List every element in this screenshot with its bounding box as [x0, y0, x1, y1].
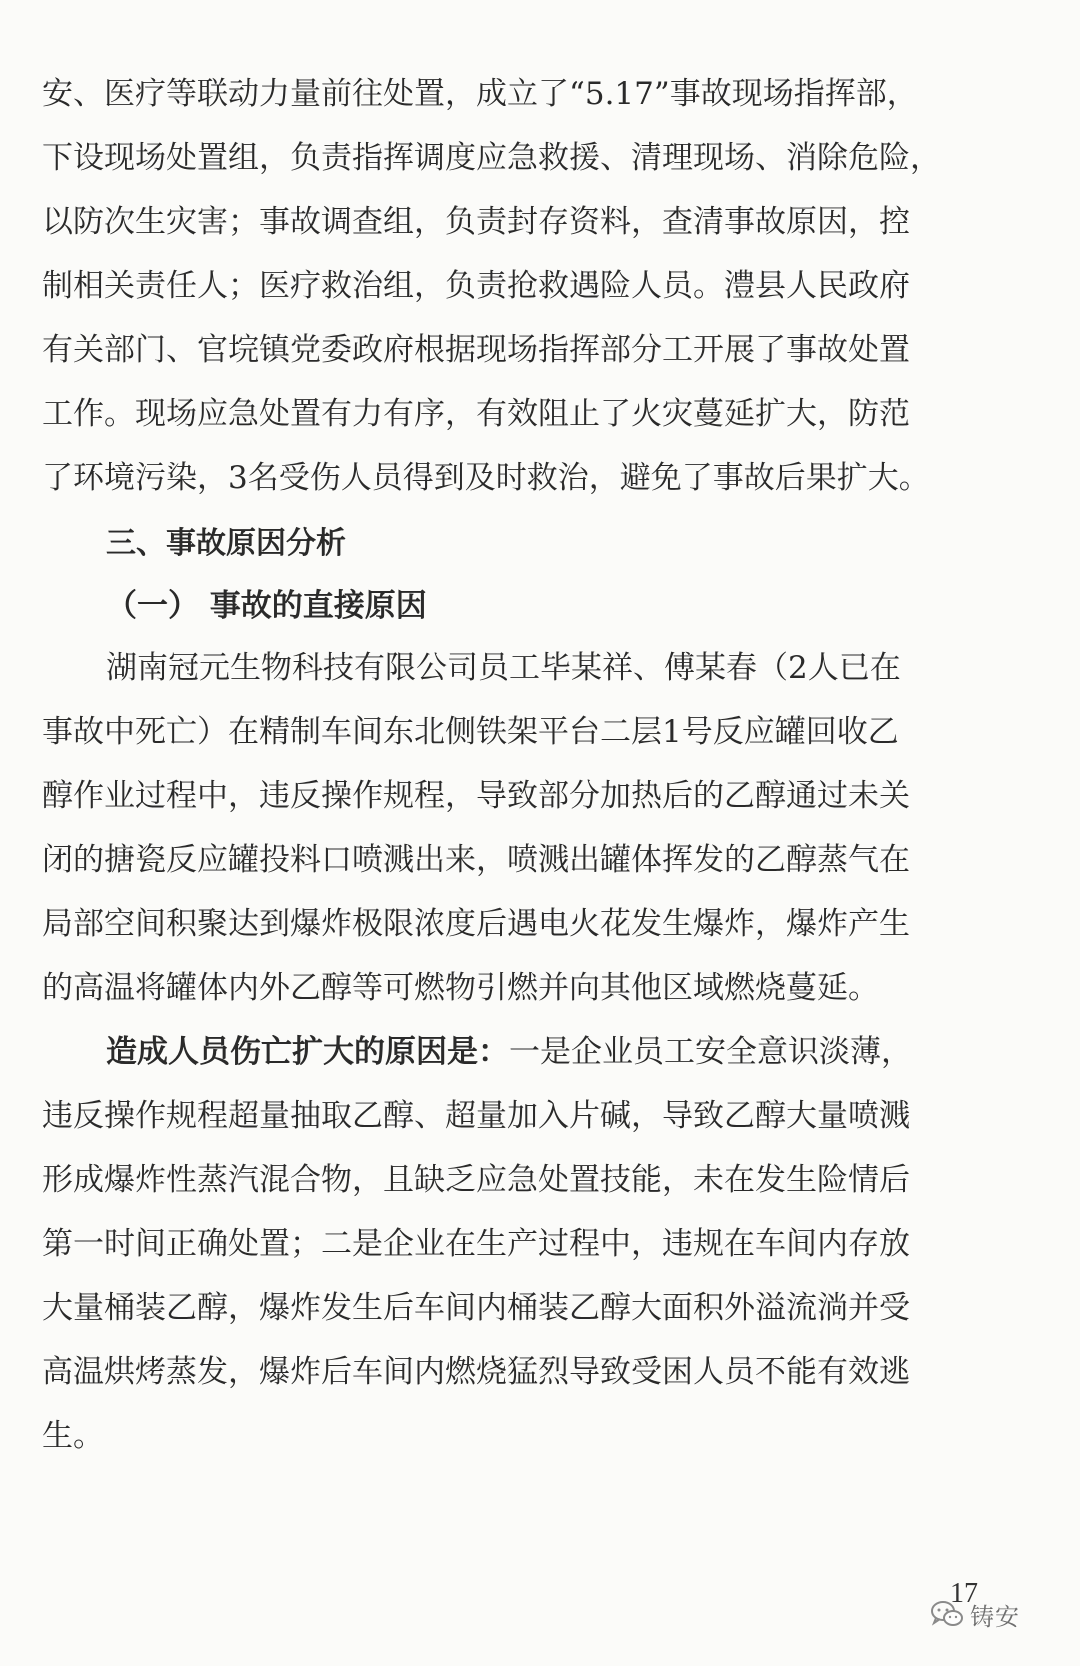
line-text: 事故中死亡）在精制车间东北侧铁架平台二层1号反应罐回收乙 [42, 714, 899, 750]
wechat-icon [930, 1599, 964, 1629]
line-text-group [106, 1020, 912, 1084]
paragraph-line [0, 382, 1080, 446]
paragraph-line [0, 318, 1080, 382]
page-number: 17 [950, 1578, 978, 1609]
line-text: 安、医疗等联动力量前往处置，成立了“5.17”事故现场指挥部， [42, 76, 918, 112]
watermark [930, 1594, 1020, 1634]
line-text: 的高温将罐体内外乙醇等可燃物引燃并向其他区域燃烧蔓延。 [42, 970, 879, 1006]
line-text: 下设现场处置组，负责指挥调度应急救援、清理现场、消除危险， [42, 140, 941, 176]
line-text: 生。 [42, 1418, 104, 1454]
line-text: 违反操作规程超量抽取乙醇、超量加入片碱，导致乙醇大量喷溅 [42, 1098, 910, 1134]
paragraph-line [0, 1276, 1080, 1340]
paragraph-line [0, 636, 1080, 700]
line-text: 制相关责任人；医疗救治组，负责抢救遇险人员。澧县人民政府 [42, 268, 910, 304]
paragraph-line [0, 254, 1080, 318]
line-text: 大量桶装乙醇，爆炸发生后车间内桶装乙醇大面积外溢流淌并受 [42, 1290, 910, 1326]
paragraph-line [0, 1340, 1080, 1404]
line-text: 第一时间正确处置；二是企业在生产过程中，违规在车间内存放 [42, 1226, 910, 1262]
paragraph-line [0, 126, 1080, 190]
line-text: 形成爆炸性蒸汽混合物，且缺乏应急处置技能，未在发生险情后 [42, 1162, 910, 1198]
subsection-heading-text: （一） 事故的直接原因 [106, 588, 427, 624]
paragraph-line [0, 1404, 1080, 1468]
line-text: 有关部门、官垸镇党委政府根据现场指挥部分工开展了事故处置 [42, 332, 910, 368]
watermark-text: 铸安 [970, 1602, 1020, 1631]
emphasis-text: 造成人员伤亡扩大的原因是： [106, 1034, 509, 1070]
line-text: 了环境污染，3名受伤人员得到及时救治，避免了事故后果扩大。 [42, 460, 930, 496]
section-heading [0, 512, 1080, 576]
line-text: 一是企业员工安全意识淡薄， [509, 1034, 912, 1070]
line-text: 高温烘烤蒸发，爆炸后车间内燃烧猛烈导致受困人员不能有效逃 [42, 1354, 910, 1390]
paragraph-line [0, 1020, 1080, 1084]
subsection-heading [0, 574, 1080, 638]
line-text: 湖南冠元生物科技有限公司员工毕某祥、傅某春（2人已在 [106, 650, 901, 686]
paragraph-line [0, 446, 1080, 510]
paragraph-line [0, 62, 1080, 126]
section-heading-text: 三、事故原因分析 [106, 526, 346, 561]
paragraph-line [0, 956, 1080, 1020]
line-text: 闭的搪瓷反应罐投料口喷溅出来，喷溅出罐体挥发的乙醇蒸气在 [42, 842, 910, 878]
line-text: 局部空间积聚达到爆炸极限浓度后遇电火花发生爆炸，爆炸产生 [42, 906, 910, 942]
line-text: 以防次生灾害；事故调查组，负责封存资料，查清事故原因，控 [42, 204, 910, 240]
paragraph-line [0, 1212, 1080, 1276]
line-text: 醇作业过程中，违反操作规程，导致部分加热后的乙醇通过未关 [42, 778, 910, 814]
paragraph-line [0, 764, 1080, 828]
paragraph-line [0, 892, 1080, 956]
paragraph-line [0, 1084, 1080, 1148]
paragraph-line [0, 1148, 1080, 1212]
paragraph-line [0, 700, 1080, 764]
paragraph-line [0, 190, 1080, 254]
line-text: 工作。现场应急处置有力有序，有效阻止了火灾蔓延扩大，防范 [42, 396, 910, 432]
paragraph-line [0, 828, 1080, 892]
